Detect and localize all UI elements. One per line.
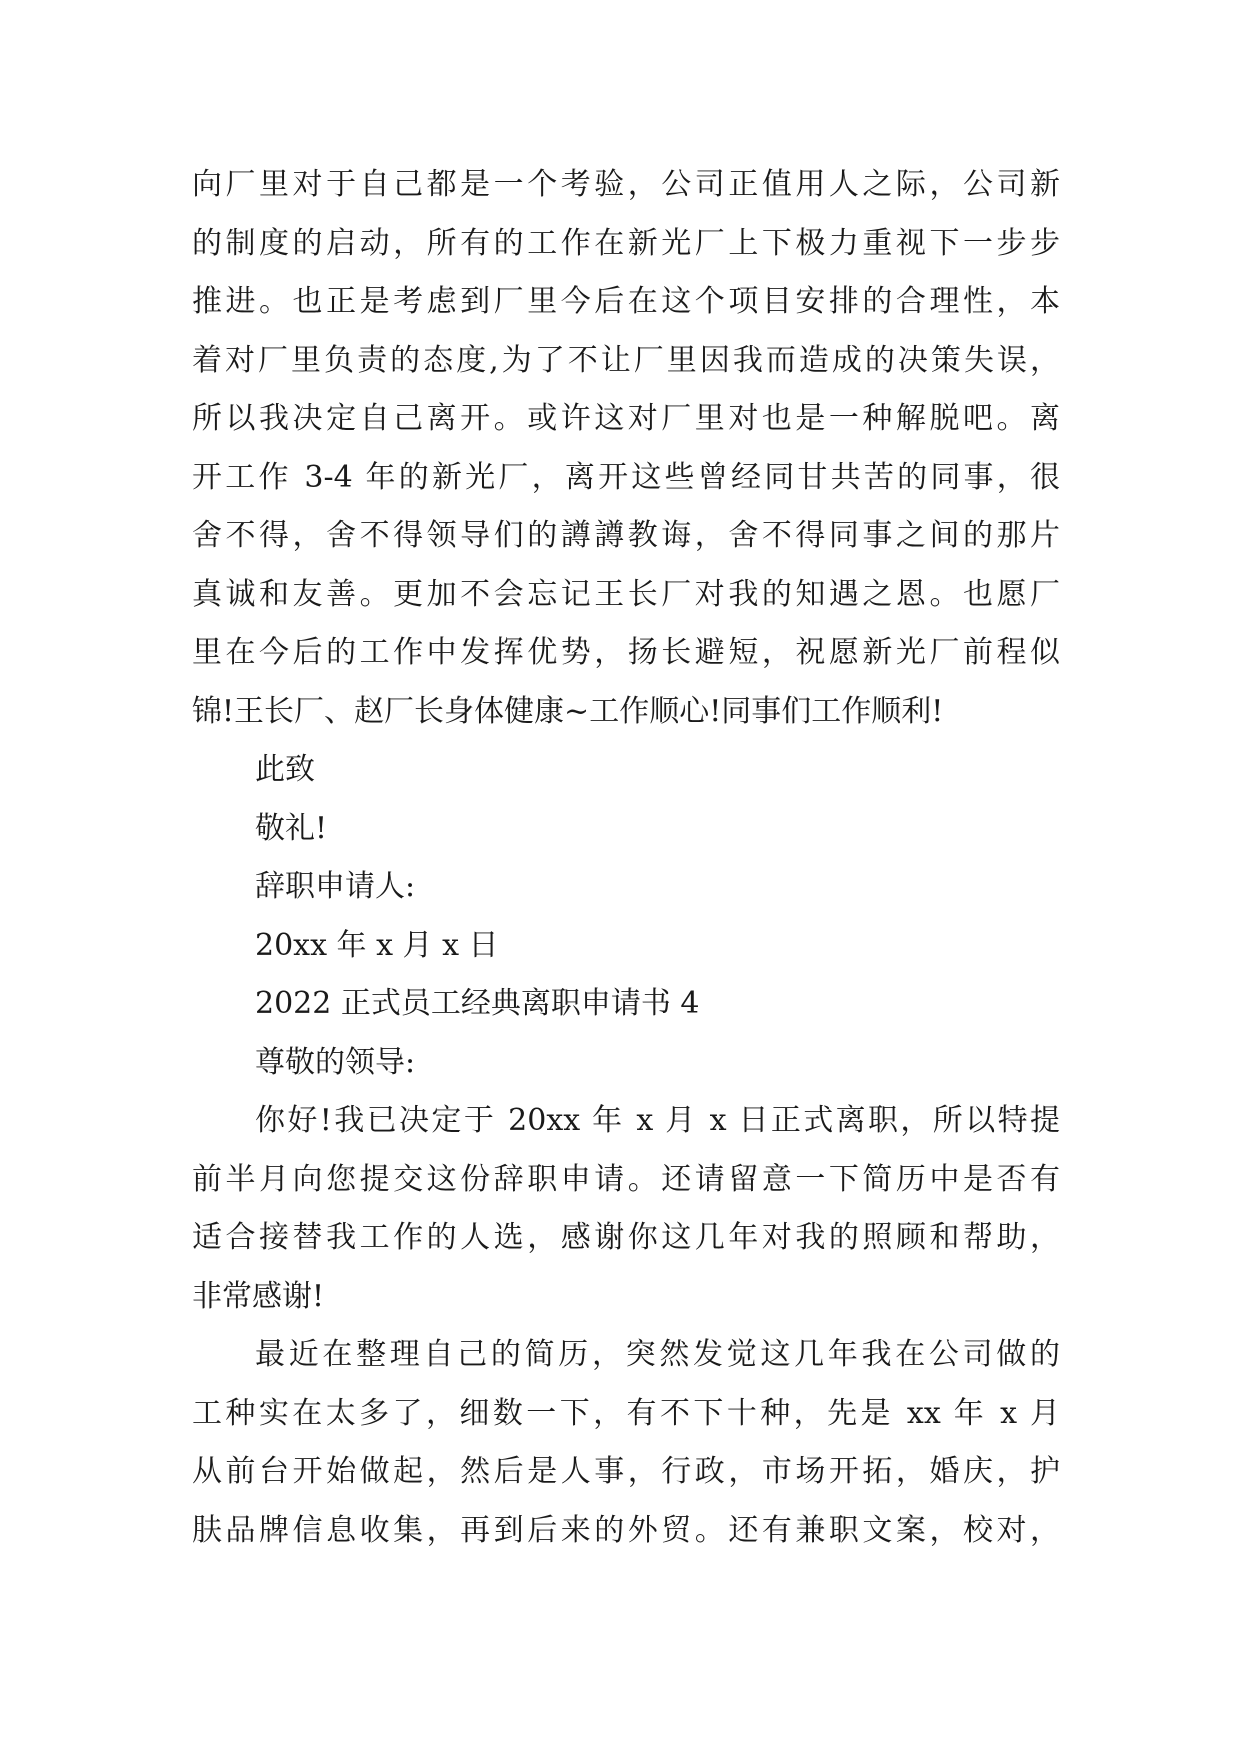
greeting-line: 尊敬的领导:	[255, 1044, 416, 1080]
section-heading: 2022 正式员工经典离职申请书 4	[255, 986, 700, 1021]
text-line: 你好!我已决定于 20xx 年 x 月 x 日正式离职，所以特提	[255, 1103, 1060, 1138]
text-line: 锦!王长厂、赵厂长身体健康~工作顺心!同事们工作顺利!	[192, 693, 944, 729]
text-line: 着对厂里负责的态度,为了不让厂里因我而造成的决策失误，	[192, 342, 1060, 378]
salutation-line: 敬礼!	[255, 810, 328, 846]
closing-line: 此致	[255, 752, 315, 787]
text-line: 里在今后的工作中发挥优势，扬长避短，祝愿新光厂前程似	[192, 635, 1060, 670]
text-line: 适合接替我工作的人选，感谢你这几年对我的照顾和帮助，	[192, 1220, 1060, 1255]
text-line: 前半月向您提交这份辞职申请。还请留意一下简历中是否有	[192, 1161, 1060, 1197]
text-line: 最近在整理自己的简历，突然发觉这几年我在公司做的	[255, 1337, 1060, 1372]
text-line: 从前台开始做起，然后是人事，行政，市场开拓，婚庆，护	[192, 1454, 1060, 1489]
text-line: 开工作 3-4 年的新光厂，离开这些曾经同甘共苦的同事，很	[192, 459, 1060, 495]
signature-label: 辞职申请人:	[255, 869, 416, 904]
text-line: 真诚和友善。更加不会忘记王长厂对我的知遇之恩。也愿厂	[192, 576, 1060, 612]
text-line: 推进。也正是考虑到厂里今后在这个项目安排的合理性，本	[192, 284, 1060, 319]
text-line: 的制度的启动，所有的工作在新光厂上下极力重视下一步步	[192, 225, 1060, 261]
text-line: 向厂里对于自己都是一个考验，公司正值用人之际，公司新	[192, 167, 1060, 202]
text-line: 工种实在太多了，细数一下，有不下十种，先是 xx 年 x 月	[192, 1395, 1060, 1431]
text-line: 舍不得，舍不得领导们的譐譐教诲，舍不得同事之间的那片	[192, 518, 1060, 553]
text-line: 肤品牌信息收集，再到后来的外贸。还有兼职文案，校对，	[192, 1512, 1060, 1548]
date-line: 20xx 年 x 月 x 日	[255, 927, 499, 963]
body-text	[192, 156, 1060, 1560]
text-line: 非常感谢!	[192, 1278, 325, 1314]
text-line: 所以我决定自己离开。或许这对厂里对也是一种解脱吧。离	[192, 401, 1060, 436]
